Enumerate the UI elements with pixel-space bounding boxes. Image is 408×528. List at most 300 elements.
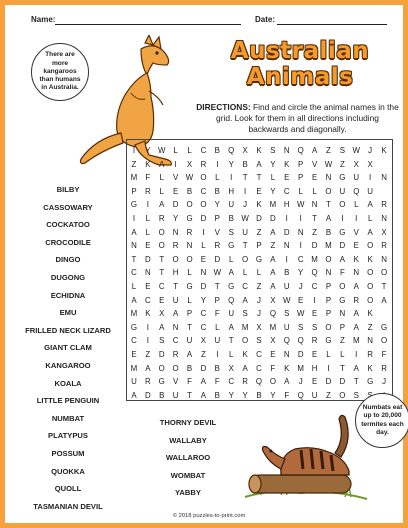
grid-letter[interactable]: Z xyxy=(256,282,262,291)
grid-letter[interactable]: B xyxy=(242,159,248,169)
grid-letter[interactable]: W xyxy=(283,295,291,305)
grid-letter[interactable]: G xyxy=(228,282,235,291)
grid-letter[interactable]: G xyxy=(186,214,193,223)
grid-letter[interactable]: B xyxy=(186,186,193,196)
grid-letter[interactable]: I xyxy=(244,186,247,196)
grid-letter[interactable]: M xyxy=(130,363,138,373)
grid-letter[interactable]: D xyxy=(325,377,332,387)
grid-letter[interactable]: I xyxy=(341,214,344,223)
grid-letter[interactable]: I xyxy=(327,363,330,373)
grid-letter[interactable]: K xyxy=(367,309,373,319)
grid-letter[interactable]: K xyxy=(256,200,262,210)
grid-letter[interactable]: C xyxy=(256,363,262,373)
grid-letter[interactable]: T xyxy=(173,282,179,291)
grid-letter[interactable]: O xyxy=(380,268,388,278)
grid-letter[interactable]: E xyxy=(145,241,151,251)
grid-letter[interactable]: I xyxy=(355,214,358,223)
grid-letter[interactable]: J xyxy=(382,377,387,387)
grid-letter[interactable]: K xyxy=(381,146,387,155)
grid-letter[interactable]: Z xyxy=(312,227,317,237)
grid-letter[interactable]: G xyxy=(255,254,263,264)
grid-letter[interactable]: R xyxy=(172,241,179,251)
grid-letter[interactable]: D xyxy=(200,363,207,373)
grid-letter[interactable]: Y xyxy=(270,186,276,196)
grid-letter[interactable]: P xyxy=(131,186,137,196)
grid-letter[interactable]: I xyxy=(230,173,233,183)
grid-letter[interactable]: Q xyxy=(311,268,318,278)
grid-letter[interactable]: T xyxy=(159,254,165,264)
grid-letter[interactable]: U xyxy=(283,322,290,332)
grid-letter[interactable]: U xyxy=(172,295,179,305)
grid-letter[interactable]: S xyxy=(228,227,234,237)
grid-letter[interactable]: R xyxy=(214,241,221,251)
grid-letter[interactable]: C xyxy=(200,186,207,196)
grid-letter[interactable]: L xyxy=(229,350,234,359)
grid-letter[interactable]: D xyxy=(339,241,346,251)
grid-letter[interactable]: C xyxy=(131,268,137,278)
grid-letter[interactable]: O xyxy=(339,390,346,400)
grid-letter[interactable]: I xyxy=(285,214,288,223)
grid-letter[interactable]: A xyxy=(270,282,276,291)
grid-letter[interactable]: U xyxy=(353,173,360,183)
grid-letter[interactable]: X xyxy=(381,227,387,237)
grid-letter[interactable]: A xyxy=(339,254,345,264)
grid-letter[interactable]: R xyxy=(200,159,207,169)
grid-letter[interactable]: N xyxy=(367,336,373,346)
grid-letter[interactable]: Y xyxy=(145,146,151,155)
grid-letter[interactable]: P xyxy=(325,282,332,291)
grid-letter[interactable]: V xyxy=(353,227,359,237)
grid-letter[interactable]: T xyxy=(131,254,137,264)
grid-letter[interactable]: A xyxy=(159,322,165,332)
grid-letter[interactable]: B xyxy=(325,227,332,237)
grid-letter[interactable]: A xyxy=(159,159,165,169)
grid-letter[interactable]: O xyxy=(325,322,332,332)
grid-letter[interactable]: U xyxy=(172,390,179,400)
grid-letter[interactable]: T xyxy=(228,336,234,346)
grid-letter[interactable]: X xyxy=(270,295,276,305)
grid-letter[interactable]: N xyxy=(381,254,387,264)
grid-letter[interactable]: M xyxy=(352,336,360,346)
grid-letter[interactable]: S xyxy=(242,309,248,319)
grid-letter[interactable]: X xyxy=(270,336,276,346)
grid-letter[interactable]: I xyxy=(313,295,316,305)
grid-letter[interactable]: M xyxy=(311,254,318,264)
grid-letter[interactable]: S xyxy=(311,322,318,332)
grid-letter[interactable]: O xyxy=(172,254,179,264)
grid-letter[interactable]: I xyxy=(132,146,136,155)
grid-letter[interactable]: N xyxy=(186,241,193,251)
grid-letter[interactable]: A xyxy=(159,200,165,210)
grid-letter[interactable]: Y xyxy=(298,268,304,278)
grid-letter[interactable]: O xyxy=(367,295,374,305)
grid-letter[interactable]: Q xyxy=(297,146,304,155)
grid-letter[interactable]: K xyxy=(367,254,373,264)
grid-letter[interactable]: C xyxy=(158,282,165,291)
grid-letter[interactable]: C xyxy=(200,146,207,155)
grid-letter[interactable]: W xyxy=(213,268,222,278)
grid-letter[interactable]: P xyxy=(214,214,220,223)
grid-letter[interactable]: O xyxy=(186,254,193,264)
grid-letter[interactable]: L xyxy=(229,254,234,264)
grid-letter[interactable]: Q xyxy=(283,336,290,346)
grid-letter[interactable]: Z xyxy=(339,336,345,346)
grid-letter[interactable]: K xyxy=(367,363,373,373)
grid-letter[interactable]: H xyxy=(228,186,235,196)
grid-letter[interactable]: I xyxy=(146,322,149,332)
grid-letter[interactable]: R xyxy=(367,350,373,359)
grid-letter[interactable]: V xyxy=(311,159,318,169)
grid-letter[interactable]: K xyxy=(256,146,262,155)
grid-letter[interactable]: J xyxy=(257,309,261,319)
grid-letter[interactable]: C xyxy=(131,336,137,346)
grid-letter[interactable]: K xyxy=(284,159,290,169)
grid-letter[interactable]: F xyxy=(270,363,276,373)
grid-letter[interactable]: J xyxy=(243,200,248,210)
grid-letter[interactable]: L xyxy=(215,173,220,183)
grid-letter[interactable]: N xyxy=(381,214,387,223)
grid-letter[interactable]: B xyxy=(159,390,165,400)
grid-letter[interactable]: S xyxy=(339,146,345,155)
grid-letter[interactable]: D xyxy=(297,350,304,359)
grid-letter[interactable]: E xyxy=(270,350,276,359)
grid-letter[interactable]: Z xyxy=(367,322,373,332)
grid-letter[interactable]: N xyxy=(144,268,151,278)
grid-letter[interactable]: A xyxy=(270,268,276,278)
grid-letter[interactable]: G xyxy=(130,322,138,332)
grid-letter[interactable]: P xyxy=(325,309,332,319)
grid-letter[interactable]: O xyxy=(380,336,388,346)
grid-letter[interactable]: Y xyxy=(228,159,234,169)
grid-letter[interactable]: G xyxy=(380,322,388,332)
grid-letter[interactable]: Z xyxy=(201,350,206,359)
grid-letter[interactable]: A xyxy=(186,350,193,359)
grid-letter[interactable]: F xyxy=(214,309,220,319)
grid-letter[interactable]: I xyxy=(355,350,358,359)
grid-letter[interactable]: J xyxy=(257,295,261,305)
grid-letter[interactable]: O xyxy=(339,282,346,291)
grid-letter[interactable]: L xyxy=(340,350,345,359)
grid-letter[interactable]: I xyxy=(299,241,302,251)
grid-letter[interactable]: C xyxy=(256,350,262,359)
grid-letter[interactable]: J xyxy=(298,377,303,387)
grid-letter[interactable]: P xyxy=(256,241,262,251)
grid-letter[interactable]: P xyxy=(298,173,304,183)
grid-letter[interactable]: E xyxy=(353,241,359,251)
grid-letter[interactable]: O xyxy=(325,254,332,264)
grid-letter[interactable]: F xyxy=(214,377,220,387)
grid-letter[interactable]: L xyxy=(201,241,206,251)
grid-letter[interactable]: Q xyxy=(228,295,235,305)
grid-letter[interactable]: A xyxy=(228,268,234,278)
grid-letter[interactable]: F xyxy=(381,350,387,359)
grid-letter[interactable]: N xyxy=(172,227,179,237)
grid-letter[interactable]: R xyxy=(144,186,151,196)
grid-letter[interactable]: I xyxy=(202,227,205,237)
grid-letter[interactable]: Z xyxy=(131,159,137,169)
grid-letter[interactable]: D xyxy=(172,200,179,210)
grid-letter[interactable]: O xyxy=(367,268,374,278)
grid-letter[interactable]: O xyxy=(158,241,165,251)
grid-letter[interactable]: F xyxy=(339,268,345,278)
grid-letter[interactable]: A xyxy=(200,390,207,400)
grid-letter[interactable]: G xyxy=(325,336,332,346)
grid-letter[interactable]: D xyxy=(283,227,290,237)
grid-letter[interactable]: Z xyxy=(339,159,345,169)
grid-letter[interactable]: C xyxy=(283,186,290,196)
grid-letter[interactable]: H xyxy=(311,363,318,373)
grid-letter[interactable]: K xyxy=(145,309,151,319)
grid-letter[interactable]: I xyxy=(285,254,288,264)
grid-letter[interactable]: D xyxy=(144,390,151,400)
grid-letter[interactable]: G xyxy=(367,377,374,387)
grid-letter[interactable]: U xyxy=(283,282,290,291)
grid-letter[interactable]: R xyxy=(144,377,151,387)
grid-letter[interactable]: K xyxy=(284,363,290,373)
grid-letter[interactable]: T xyxy=(381,282,387,291)
grid-letter[interactable]: G xyxy=(339,173,346,183)
grid-letter[interactable]: E xyxy=(311,309,318,319)
grid-letter[interactable]: D xyxy=(270,214,276,223)
grid-letter[interactable]: T xyxy=(187,390,192,400)
grid-letter[interactable]: A xyxy=(284,377,290,387)
grid-letter[interactable]: S xyxy=(298,322,304,332)
grid-letter[interactable]: R xyxy=(381,200,387,210)
grid-letter[interactable]: C xyxy=(200,322,207,332)
grid-letter[interactable]: N xyxy=(297,227,304,237)
grid-letter[interactable]: D xyxy=(339,377,346,387)
grid-letter[interactable]: V xyxy=(172,173,179,183)
grid-letter[interactable]: U xyxy=(214,336,221,346)
grid-letter[interactable]: A xyxy=(145,363,151,373)
grid-letter[interactable]: T xyxy=(353,377,359,387)
grid-letter[interactable]: Z xyxy=(326,390,331,400)
grid-letter[interactable]: A xyxy=(381,295,387,305)
grid-letter[interactable]: I xyxy=(132,214,136,223)
grid-letter[interactable]: W xyxy=(241,214,249,223)
grid-letter[interactable]: W xyxy=(324,159,333,169)
grid-letter[interactable]: V xyxy=(172,377,179,387)
grid-letter[interactable]: L xyxy=(312,186,317,196)
grid-letter[interactable]: O xyxy=(158,227,165,237)
grid-letter[interactable]: T xyxy=(312,214,317,223)
grid-letter[interactable]: L xyxy=(326,350,331,359)
grid-letter[interactable]: L xyxy=(131,282,137,291)
grid-letter[interactable]: K xyxy=(145,159,151,169)
grid-letter[interactable]: B xyxy=(214,146,220,155)
grid-letter[interactable]: X xyxy=(353,159,359,169)
grid-letter[interactable]: C xyxy=(297,254,304,264)
grid-letter[interactable]: L xyxy=(159,186,164,196)
grid-letter[interactable]: Q xyxy=(269,309,276,319)
grid-letter[interactable]: L xyxy=(187,295,192,305)
grid-letter[interactable]: C xyxy=(228,377,235,387)
grid-letter[interactable]: W xyxy=(296,200,305,210)
grid-letter[interactable]: E xyxy=(145,282,151,291)
grid-letter[interactable]: L xyxy=(187,146,192,155)
grid-letter[interactable]: K xyxy=(242,350,248,359)
grid-letter[interactable]: O xyxy=(242,336,249,346)
grid-letter[interactable]: L xyxy=(145,227,151,237)
grid-letter[interactable]: U xyxy=(228,309,235,319)
grid-letter[interactable]: V xyxy=(214,227,220,237)
grid-letter[interactable]: T xyxy=(242,173,248,183)
grid-letter[interactable]: B xyxy=(186,363,193,373)
grid-letter[interactable]: N xyxy=(283,350,290,359)
grid-letter[interactable]: O xyxy=(325,186,332,196)
grid-letter[interactable]: A xyxy=(353,322,359,332)
grid-letter[interactable]: U xyxy=(242,227,248,237)
grid-letter[interactable]: N xyxy=(200,268,207,278)
grid-letter[interactable]: A xyxy=(242,363,248,373)
grid-letter[interactable]: I xyxy=(146,336,149,346)
grid-letter[interactable]: L xyxy=(159,173,164,183)
grid-letter[interactable]: G xyxy=(339,227,346,237)
grid-letter[interactable]: J xyxy=(368,146,373,155)
grid-letter[interactable]: C xyxy=(144,295,151,305)
grid-letter[interactable]: M xyxy=(269,322,277,332)
grid-letter[interactable]: M xyxy=(325,241,332,251)
grid-letter[interactable]: Q xyxy=(353,186,360,196)
grid-letter[interactable]: C xyxy=(311,282,318,291)
grid-letter[interactable]: B xyxy=(214,363,220,373)
grid-letter[interactable]: T xyxy=(326,200,331,210)
grid-letter[interactable]: D xyxy=(214,254,221,264)
grid-letter[interactable]: A xyxy=(367,227,373,237)
grid-letter[interactable]: E xyxy=(256,186,262,196)
grid-letter[interactable]: R xyxy=(186,227,193,237)
grid-letter[interactable]: O xyxy=(158,363,165,373)
grid-letter[interactable]: X xyxy=(186,159,193,169)
grid-letter[interactable]: G xyxy=(158,377,165,387)
grid-letter[interactable]: Q xyxy=(228,146,235,155)
grid-letter[interactable]: Z xyxy=(326,146,331,155)
grid-letter[interactable]: N xyxy=(339,309,346,319)
grid-letter[interactable]: D xyxy=(158,350,165,359)
grid-letter[interactable]: Y xyxy=(200,295,207,305)
grid-letter[interactable]: B xyxy=(228,214,234,223)
grid-letter[interactable]: O xyxy=(172,363,179,373)
grid-letter[interactable]: B xyxy=(284,268,290,278)
grid-letter[interactable]: X xyxy=(159,309,165,319)
grid-letter[interactable]: D xyxy=(200,282,207,291)
grid-letter[interactable]: Y xyxy=(270,390,276,400)
grid-letter[interactable]: I xyxy=(299,214,302,223)
grid-letter[interactable]: G xyxy=(186,282,193,291)
grid-letter[interactable]: X xyxy=(228,363,234,373)
grid-letter[interactable]: E xyxy=(311,377,318,387)
grid-letter[interactable]: G xyxy=(339,295,346,305)
grid-letter[interactable]: E xyxy=(131,350,137,359)
grid-letter[interactable]: P xyxy=(339,322,345,332)
grid-letter[interactable]: E xyxy=(311,350,318,359)
grid-letter[interactable]: N xyxy=(172,322,179,332)
grid-letter[interactable]: Y xyxy=(270,159,276,169)
grid-letter[interactable]: Y xyxy=(214,200,220,210)
grid-letter[interactable]: R xyxy=(353,295,360,305)
grid-letter[interactable]: F xyxy=(187,377,192,387)
grid-letter[interactable]: N xyxy=(325,173,332,183)
grid-letter[interactable]: O xyxy=(200,173,207,183)
grid-letter[interactable]: B xyxy=(214,390,220,400)
grid-letter[interactable]: A xyxy=(131,227,137,237)
grid-letter[interactable]: A xyxy=(353,363,359,373)
grid-letter[interactable]: N xyxy=(311,200,318,210)
grid-letter[interactable]: S xyxy=(256,336,262,346)
grid-letter[interactable]: O xyxy=(269,377,276,387)
grid-letter[interactable]: Q xyxy=(297,336,304,346)
grid-letter[interactable]: Y xyxy=(242,390,248,400)
grid-letter[interactable]: S xyxy=(270,146,276,155)
grid-letter[interactable]: H xyxy=(172,268,179,278)
grid-letter[interactable]: A xyxy=(353,309,359,319)
grid-letter[interactable]: R xyxy=(242,377,248,387)
grid-letter[interactable]: L xyxy=(298,186,303,196)
grid-letter[interactable]: I xyxy=(369,173,372,183)
grid-letter[interactable]: D xyxy=(200,214,207,223)
grid-letter[interactable]: O xyxy=(242,254,249,264)
grid-letter[interactable]: U xyxy=(228,200,235,210)
grid-letter[interactable]: E xyxy=(172,186,179,196)
grid-letter[interactable]: A xyxy=(172,309,179,319)
grid-letter[interactable]: B xyxy=(256,390,262,400)
grid-letter[interactable]: H xyxy=(283,200,290,210)
grid-letter[interactable]: N xyxy=(131,241,137,251)
grid-letter[interactable]: B xyxy=(214,186,220,196)
grid-letter[interactable]: J xyxy=(298,282,303,291)
grid-letter[interactable]: E xyxy=(311,173,318,183)
grid-letter[interactable]: E xyxy=(159,295,165,305)
grid-letter[interactable]: S xyxy=(159,336,165,346)
grid-letter[interactable]: M xyxy=(297,363,304,373)
grid-letter[interactable]: D xyxy=(144,254,151,264)
grid-letter[interactable]: P xyxy=(214,295,220,305)
grid-letter[interactable]: M xyxy=(130,173,138,183)
grid-letter[interactable]: C xyxy=(200,309,207,319)
grid-letter[interactable]: O xyxy=(367,282,374,291)
grid-letter[interactable]: A xyxy=(325,214,332,223)
grid-letter[interactable]: P xyxy=(325,295,332,305)
grid-letter[interactable]: I xyxy=(174,159,177,169)
grid-letter[interactable]: P xyxy=(298,159,304,169)
grid-letter[interactable]: I xyxy=(216,159,219,169)
grid-letter[interactable]: R xyxy=(381,363,387,373)
grid-letter[interactable]: U xyxy=(367,186,373,196)
grid-letter[interactable]: Y xyxy=(228,390,234,400)
grid-letter[interactable]: A xyxy=(353,282,359,291)
grid-letter[interactable]: F xyxy=(145,173,151,183)
grid-letter[interactable]: F xyxy=(284,390,290,400)
grid-letter[interactable]: X xyxy=(367,159,373,169)
grid-letter[interactable]: U xyxy=(339,186,346,196)
grid-letter[interactable]: E xyxy=(284,173,290,183)
grid-letter[interactable]: W xyxy=(185,173,194,183)
grid-letter[interactable]: G xyxy=(130,200,138,210)
grid-letter[interactable]: X xyxy=(256,322,262,332)
grid-letter[interactable]: L xyxy=(242,268,248,278)
grid-letter[interactable]: U xyxy=(186,336,193,346)
grid-letter[interactable]: L xyxy=(215,322,220,332)
grid-letter[interactable]: Z xyxy=(256,227,262,237)
grid-letter[interactable]: L xyxy=(367,214,373,223)
grid-letter[interactable]: E xyxy=(200,254,207,264)
grid-letter[interactable]: A xyxy=(200,377,207,387)
grid-letter[interactable]: U xyxy=(131,377,137,387)
grid-letter[interactable]: X xyxy=(242,146,248,155)
grid-letter[interactable]: A xyxy=(131,295,137,305)
grid-letter[interactable]: R xyxy=(172,350,179,359)
grid-letter[interactable]: A xyxy=(256,159,262,169)
